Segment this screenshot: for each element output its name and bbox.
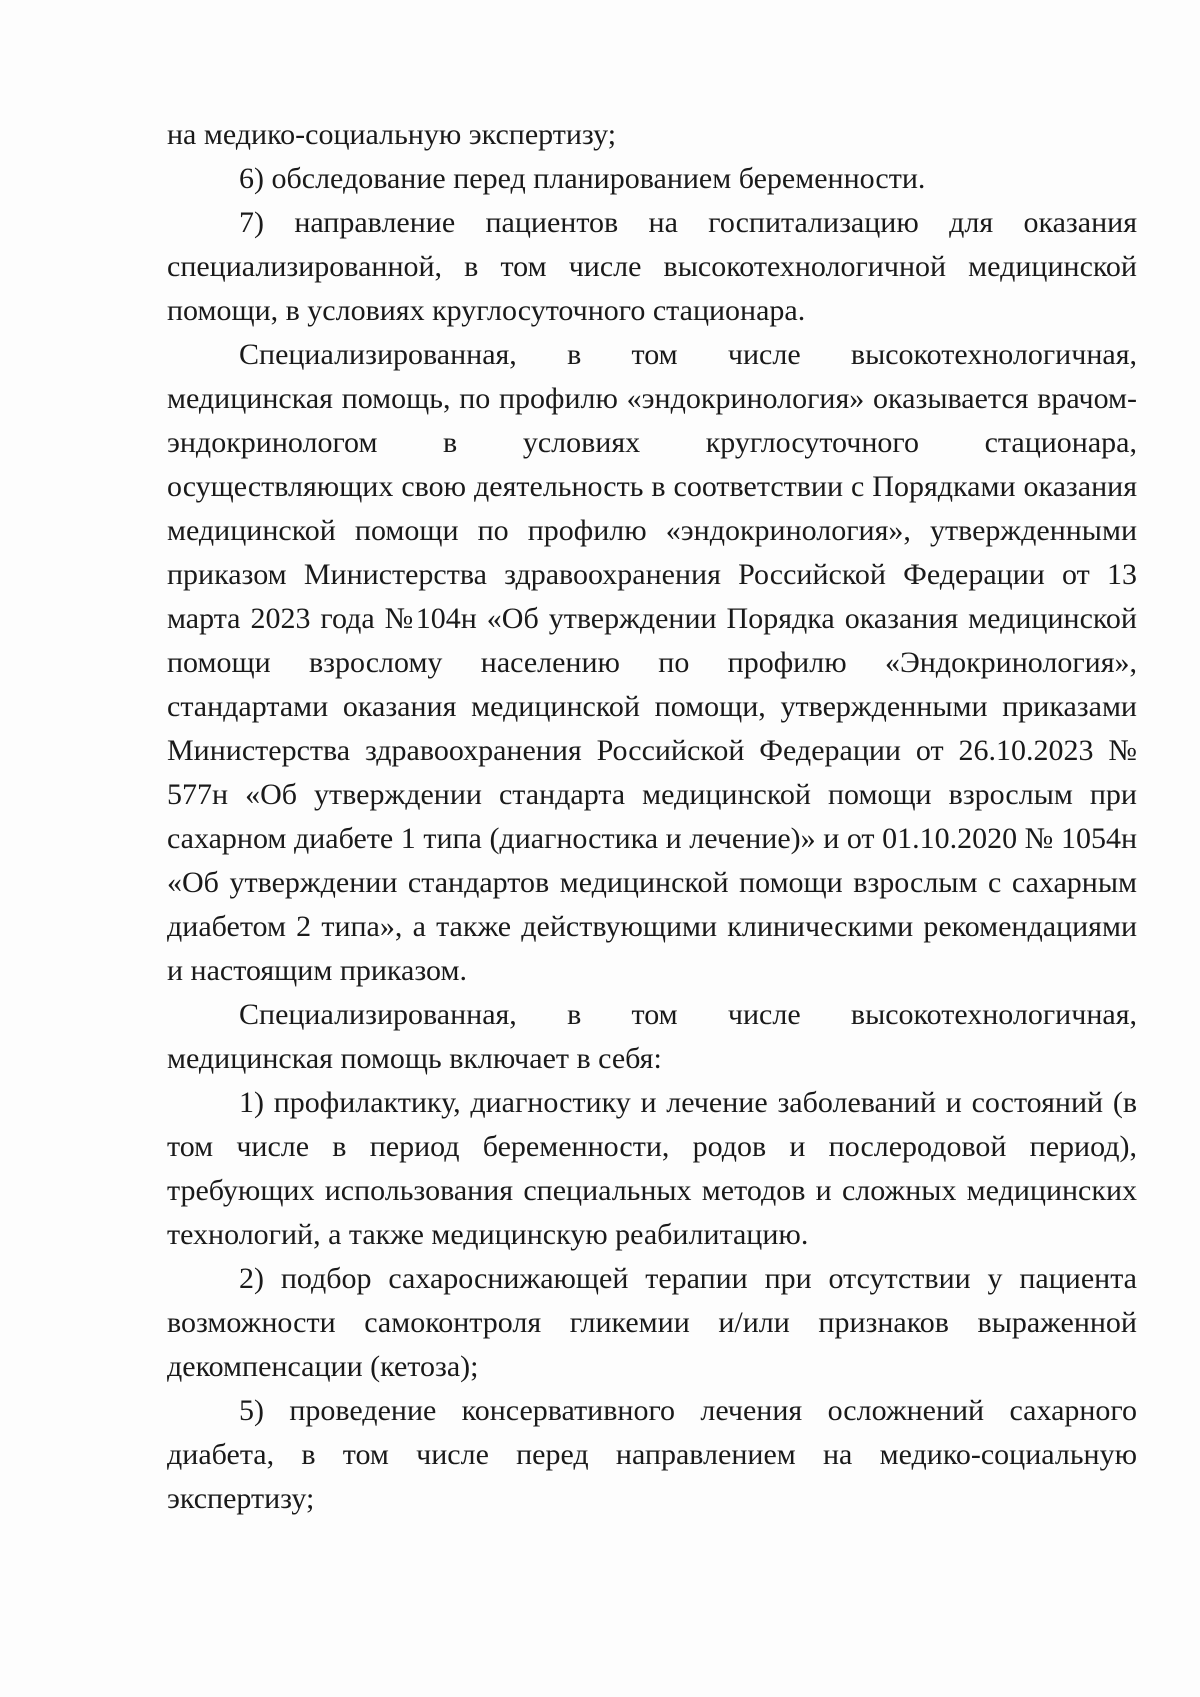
paragraph-item-1: 1) профилактику, диагностику и лечение заболеваний и состояний (в том числе в период беременности, родов и послеродовой период), требующих использования специальных методов и сложных медицинских технологий, а также медицинскую реабилитацию.	[167, 1086, 1137, 1251]
paragraph-item-5: 5) проведение консервативного лечения осложнений сахарного диабета, в том числе перед направлением на медико-социальную экспертизу;	[167, 1394, 1137, 1515]
paragraph-item-6: 6) обследование перед планированием беременности.	[239, 162, 926, 195]
paragraph-includes: Специализированная, в том числе высокотехнологичная, медицинская помощь включает в себя:	[167, 998, 1137, 1075]
paragraph-specialized-care: Специализированная, в том числе высокотехнологичная, медицинская помощь, по профилю «эндокринология» оказывается врачом-эндокринологом в условиях круглосуточного стационара, осуществляющих свою деятельность в соответствии с Порядками оказания медицинской помощи по профилю «эндокринология», утвержденными приказом Министерства здравоохранения Российской Федерации от 13 марта 2023 года №104н «Об утверждении Порядка оказания медицинской помощи взрослому населению по профилю «Эндокринология», стандартами оказания медицинской помощи, утвержденными приказами Министерства здравоохранения Российской Федерации от 26.10.2023 № 577н «Об утверждении стандарта медицинской помощи взрослым при сахарном диабете 1 типа (диагностика и лечение)» и от 01.10.2020 № 1054н «Об утверждении стандартов медицинской помощи взрослым с сахарным диабетом 2 типа», а также действующими клиническими рекомендациями и настоящим приказом.	[167, 338, 1137, 987]
paragraph-item-2: 2) подбор сахароснижающей терапии при отсутствии у пациента возможности самоконтроля гликемии и/или признаков выраженной декомпенсации (кетоза);	[167, 1262, 1137, 1383]
document-body	[167, 113, 1137, 1521]
paragraph-continuation: на медико-социальную экспертизу;	[167, 118, 617, 151]
paragraph-item-7: 7) направление пациентов на госпитализацию для оказания специализированной, в том числе высокотехнологичной медицинской помощи, в условиях круглосуточного стационара.	[167, 206, 1137, 327]
